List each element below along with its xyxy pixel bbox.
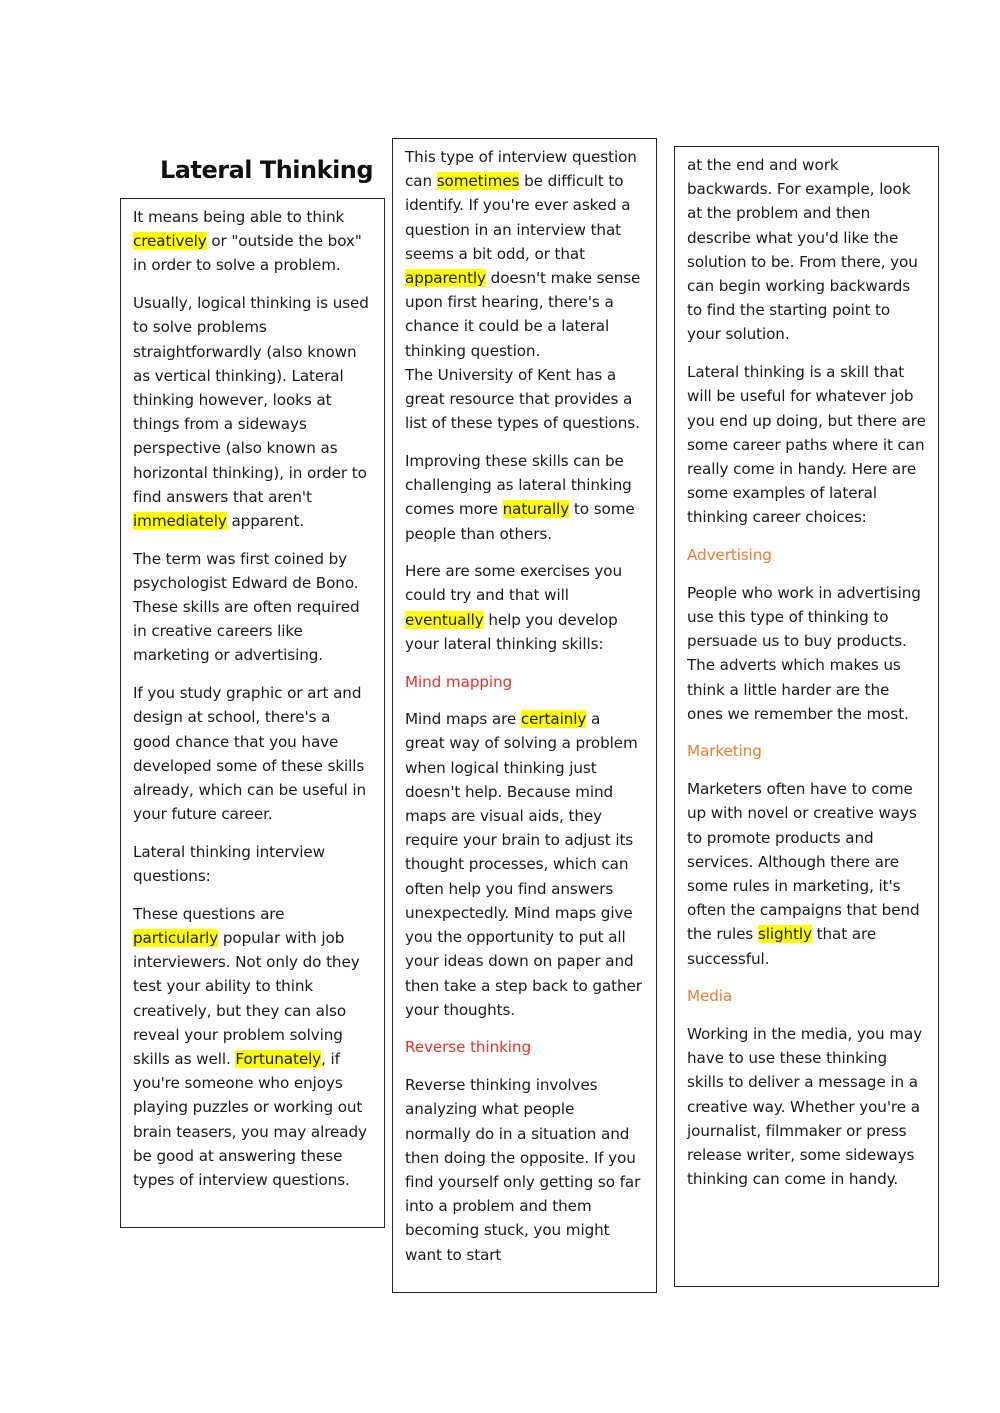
paragraph: Working in the media, you may have to use these thinking skills to deliver a message in a creative way. Whether you're a journalist, filmmaker or press release writer, some sideways thinking can come in handy.: [687, 1025, 923, 1189]
paragraph: If you study graphic or art and design at school, there's a good chance that you have developed some of these skills already, which can be useful in your future career.: [133, 684, 367, 824]
paragraph: This type of interview question can sometimes be difficult to identify. If you're ever asked a question in an interview that seems a bit odd, or that apparently doesn't make sense upon first hearing, there's a chance it could be a lateral thinking question.: [405, 148, 641, 360]
highlighted-word: slightly: [757, 925, 812, 944]
section-heading-reverse-thinking: Reverse thinking: [405, 1038, 531, 1057]
text-box-column-1: [120, 198, 385, 1228]
paragraph: These questions are particularly popular with job interviewers. Not only do they test your ability to think creatively, but they can also reveal your problem solving skills as well. Fortunately, if you're someone who enjoys playing puzzles or working out brain teasers, you may already be good at answering these types of interview questions.: [133, 904, 367, 1190]
paragraph: It means being able to think creatively or "outside the box" in order to solve a problem.: [133, 208, 362, 275]
highlighted-word: certainly: [520, 710, 587, 729]
text-box-column-3: [674, 146, 939, 1287]
section-heading-advertising: Advertising: [687, 546, 772, 565]
highlighted-word: apparently: [405, 269, 486, 288]
section-heading-mind-mapping: Mind mapping: [405, 672, 513, 691]
highlighted-word: eventually: [405, 610, 484, 629]
paragraph: Mind maps are certainly a great way of solving a problem when logical thinking just doesn't help. Because mind maps are visual aids, they require your brain to adjust its thought processes, which can often help you find answers unexpectedly. Mind maps give you the opportunity to put all your ideas down on paper and then take a step back to gather your thoughts.: [405, 710, 642, 1019]
paragraph: Here are some exercises you could try and that will eventually help you develop your lateral thinking skills:: [405, 562, 623, 653]
highlighted-word: creatively: [133, 232, 207, 251]
highlighted-word: immediately: [133, 511, 227, 530]
paragraph: Lateral thinking is a skill that will be useful for whatever job you end up doing, but there are some career paths where it can really come in handy. Here are some examples of lateral thinking career choices:: [687, 363, 926, 527]
paragraph: The term was first coined by psychologist Edward de Bono. These skills are often required in creative careers like marketing or advertising.: [133, 549, 360, 665]
highlighted-word: naturally: [502, 500, 570, 519]
paragraph: Lateral thinking interview questions:: [133, 842, 325, 886]
paragraph: Usually, logical thinking is used to solve problems straightforwardly (also known as vertical thinking). Lateral thinking however, looks at things from a sideways perspective (also known as horizontal thinking), in order to find answers that aren't immediately apparent.: [133, 294, 369, 530]
section-heading-marketing: Marketing: [687, 742, 762, 761]
paragraph: The University of Kent has a great resource that provides a list of these types of questions.: [405, 365, 640, 433]
highlighted-word: sometimes: [436, 172, 520, 191]
text-box-column-2: [392, 138, 657, 1293]
paragraph: People who work in advertising use this type of thinking to persuade us to buy products. The adverts which makes us think a little harder are the ones we remember the most.: [687, 583, 921, 723]
highlighted-word: particularly: [133, 928, 219, 947]
section-heading-media: Media: [687, 987, 733, 1006]
highlighted-word: Fortunately: [235, 1050, 322, 1068]
paragraph: Improving these skills can be challenging as lateral thinking comes more naturally to some people than others.: [405, 451, 635, 543]
paragraph: Marketers often have to come up with novel or creative ways to promote products and services. Although there are some rules in marketing, it's often the campaigns that bend the rules slightly that are successful.: [687, 780, 920, 968]
paragraph: Reverse thinking involves analyzing what people normally do in a situation and then doing the opposite. If you find yourself only getting so far into a problem and them becoming stuck, you might want to start: [405, 1076, 641, 1264]
paragraph: at the end and work backwards. For example, look at the problem and then describe what you'd like the solution to be. From there, you can begin working backwards to find the starting point to your solution.: [687, 156, 918, 344]
page-title: Lateral Thinking: [160, 156, 374, 184]
